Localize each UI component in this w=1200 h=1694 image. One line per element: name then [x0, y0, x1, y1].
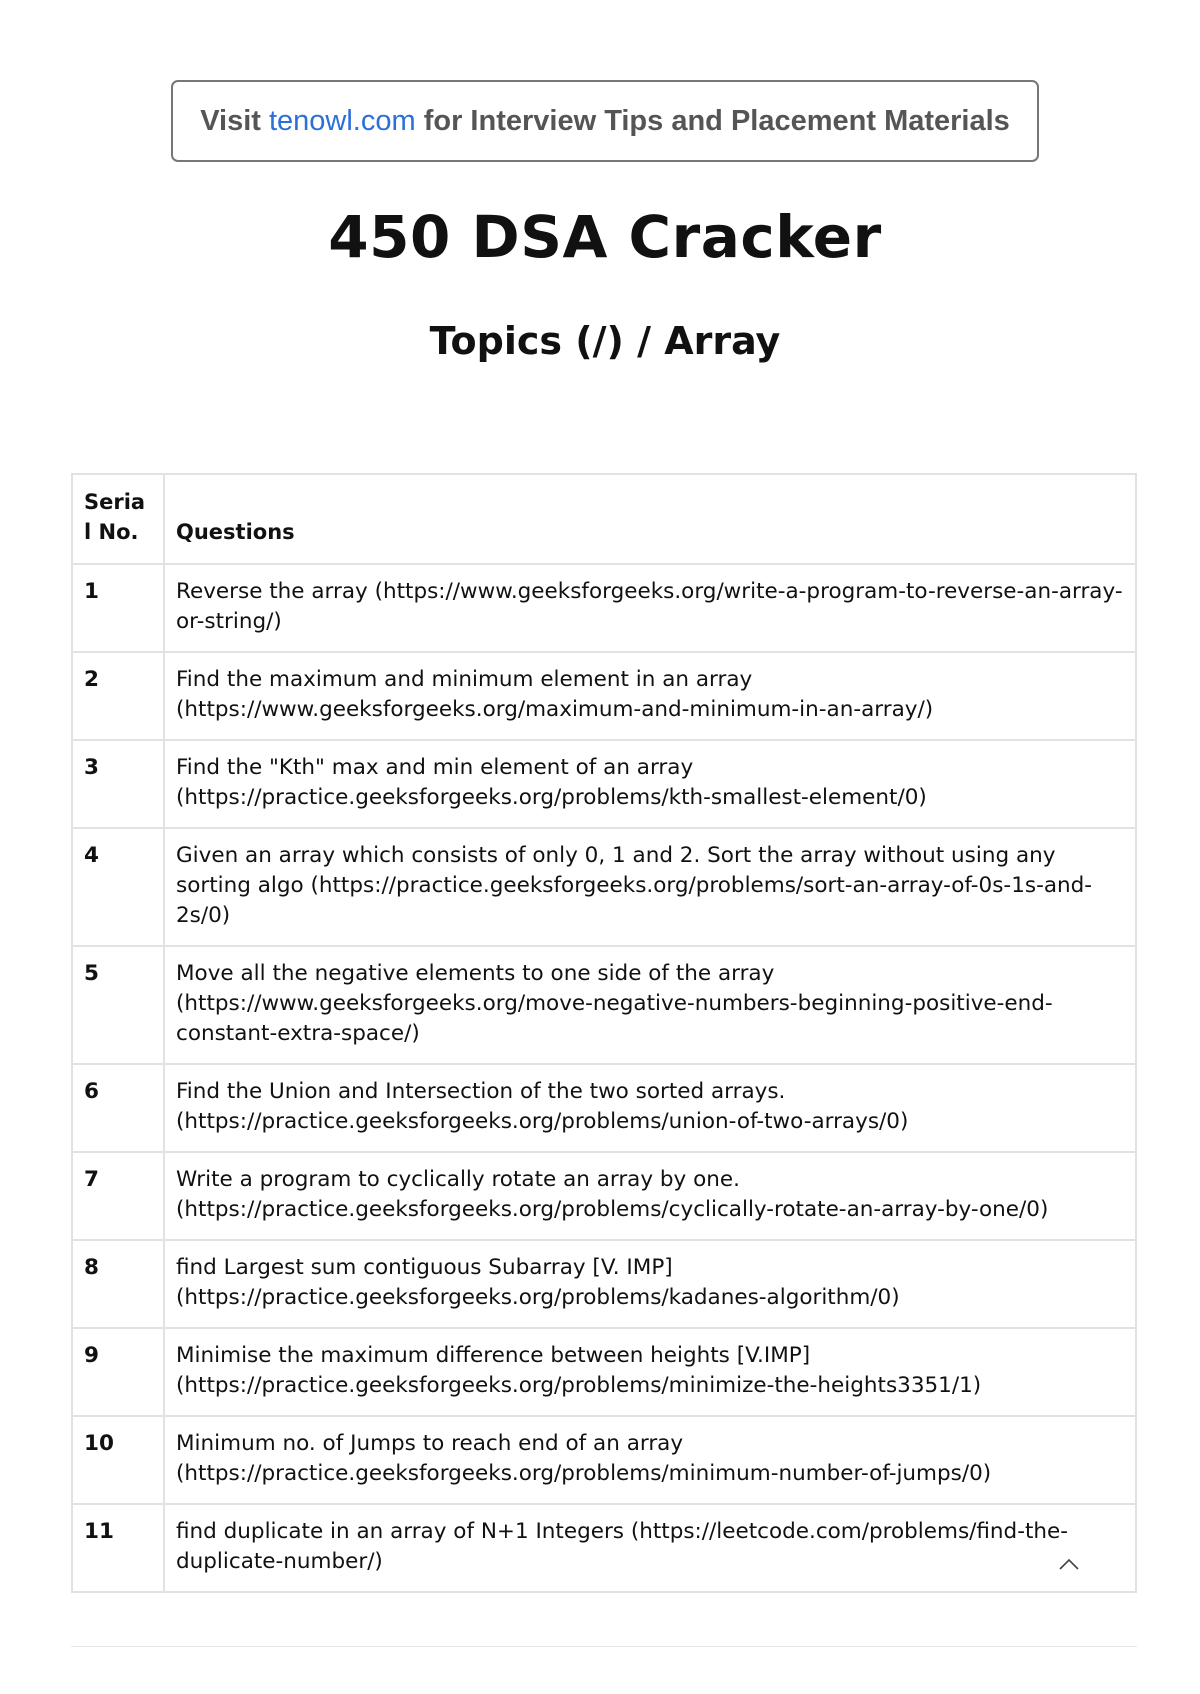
serial-number: 4 — [72, 828, 164, 946]
table-row — [72, 740, 1136, 828]
table-row — [72, 564, 1136, 652]
question-text[interactable]: Reverse the array (https://www.geeksforgeeks.org/write-a-program-to-reverse-an-array-or-string/) — [164, 564, 1136, 652]
question-text[interactable]: find Largest sum contiguous Subarray [V. IMP] (https://practice.geeksforgeeks.org/problems/kadanes-algorithm/0) — [164, 1240, 1136, 1328]
banner-prefix: Visit — [200, 104, 261, 137]
divider — [71, 1646, 1137, 1647]
question-text[interactable]: Find the "Kth" max and min element of an array (https://practice.geeksforgeeks.org/problems/kth-smallest-element/0) — [164, 740, 1136, 828]
serial-number: 3 — [72, 740, 164, 828]
question-text[interactable]: Minimum no. of Jumps to reach end of an array (https://practice.geeksforgeeks.org/problems/minimum-number-of-jumps/0) — [164, 1416, 1136, 1504]
table-row — [72, 1240, 1136, 1328]
question-text[interactable]: Find the Union and Intersection of the two sorted arrays. (https://practice.geeksforgeeks.org/problems/union-of-two-arrays/0) — [164, 1064, 1136, 1152]
header-serial: Serial No. — [72, 474, 164, 564]
question-text[interactable]: Write a program to cyclically rotate an array by one. (https://practice.geeksforgeeks.org/problems/cyclically-rotate-an-array-by-one/0) — [164, 1152, 1136, 1240]
serial-number: 7 — [72, 1152, 164, 1240]
table-row — [72, 828, 1136, 946]
question-text[interactable]: Given an array which consists of only 0, 1 and 2. Sort the array without using any sorting algo (https://practice.geeksforgeeks.org/problems/sort-an-array-of-0s-1s-and-2s/0) — [164, 828, 1136, 946]
breadcrumb: Topics (/) / Array — [429, 319, 781, 363]
serial-number: 1 — [72, 564, 164, 652]
table-header-row — [72, 474, 1136, 564]
serial-number: 10 — [72, 1416, 164, 1504]
banner-link[interactable]: tenowl.com — [268, 104, 416, 137]
table-row — [72, 652, 1136, 740]
question-text[interactable]: Find the maximum and minimum element in an array (https://www.geeksforgeeks.org/maximum-and-minimum-in-an-array/) — [164, 652, 1136, 740]
promo-banner — [171, 80, 1039, 162]
question-text[interactable]: Minimise the maximum difference between heights [V.IMP] (https://practice.geeksforgeeks.org/problems/minimize-the-heights3351/1) — [164, 1328, 1136, 1416]
serial-number: 2 — [72, 652, 164, 740]
chevron-up-icon[interactable] — [1058, 1554, 1080, 1576]
table-row — [72, 1064, 1136, 1152]
page-title: 450 DSA Cracker — [328, 203, 882, 271]
table-row — [72, 1504, 1136, 1592]
serial-number: 6 — [72, 1064, 164, 1152]
header-questions: Questions — [164, 474, 1136, 564]
banner-suffix: for Interview Tips and Placement Materials — [423, 104, 1010, 137]
table-row — [72, 1328, 1136, 1416]
question-text[interactable]: find duplicate in an array of N+1 Integers (https://leetcode.com/problems/find-the-duplicate-number/) — [164, 1504, 1136, 1592]
serial-number: 11 — [72, 1504, 164, 1592]
table-row — [72, 1416, 1136, 1504]
questions-table — [71, 473, 1137, 1593]
table-row — [72, 1152, 1136, 1240]
serial-number: 9 — [72, 1328, 164, 1416]
serial-number: 8 — [72, 1240, 164, 1328]
table-row — [72, 946, 1136, 1064]
serial-number: 5 — [72, 946, 164, 1064]
question-text[interactable]: Move all the negative elements to one side of the array (https://www.geeksforgeeks.org/move-negative-numbers-beginning-positive-end-constant-extra-space/) — [164, 946, 1136, 1064]
